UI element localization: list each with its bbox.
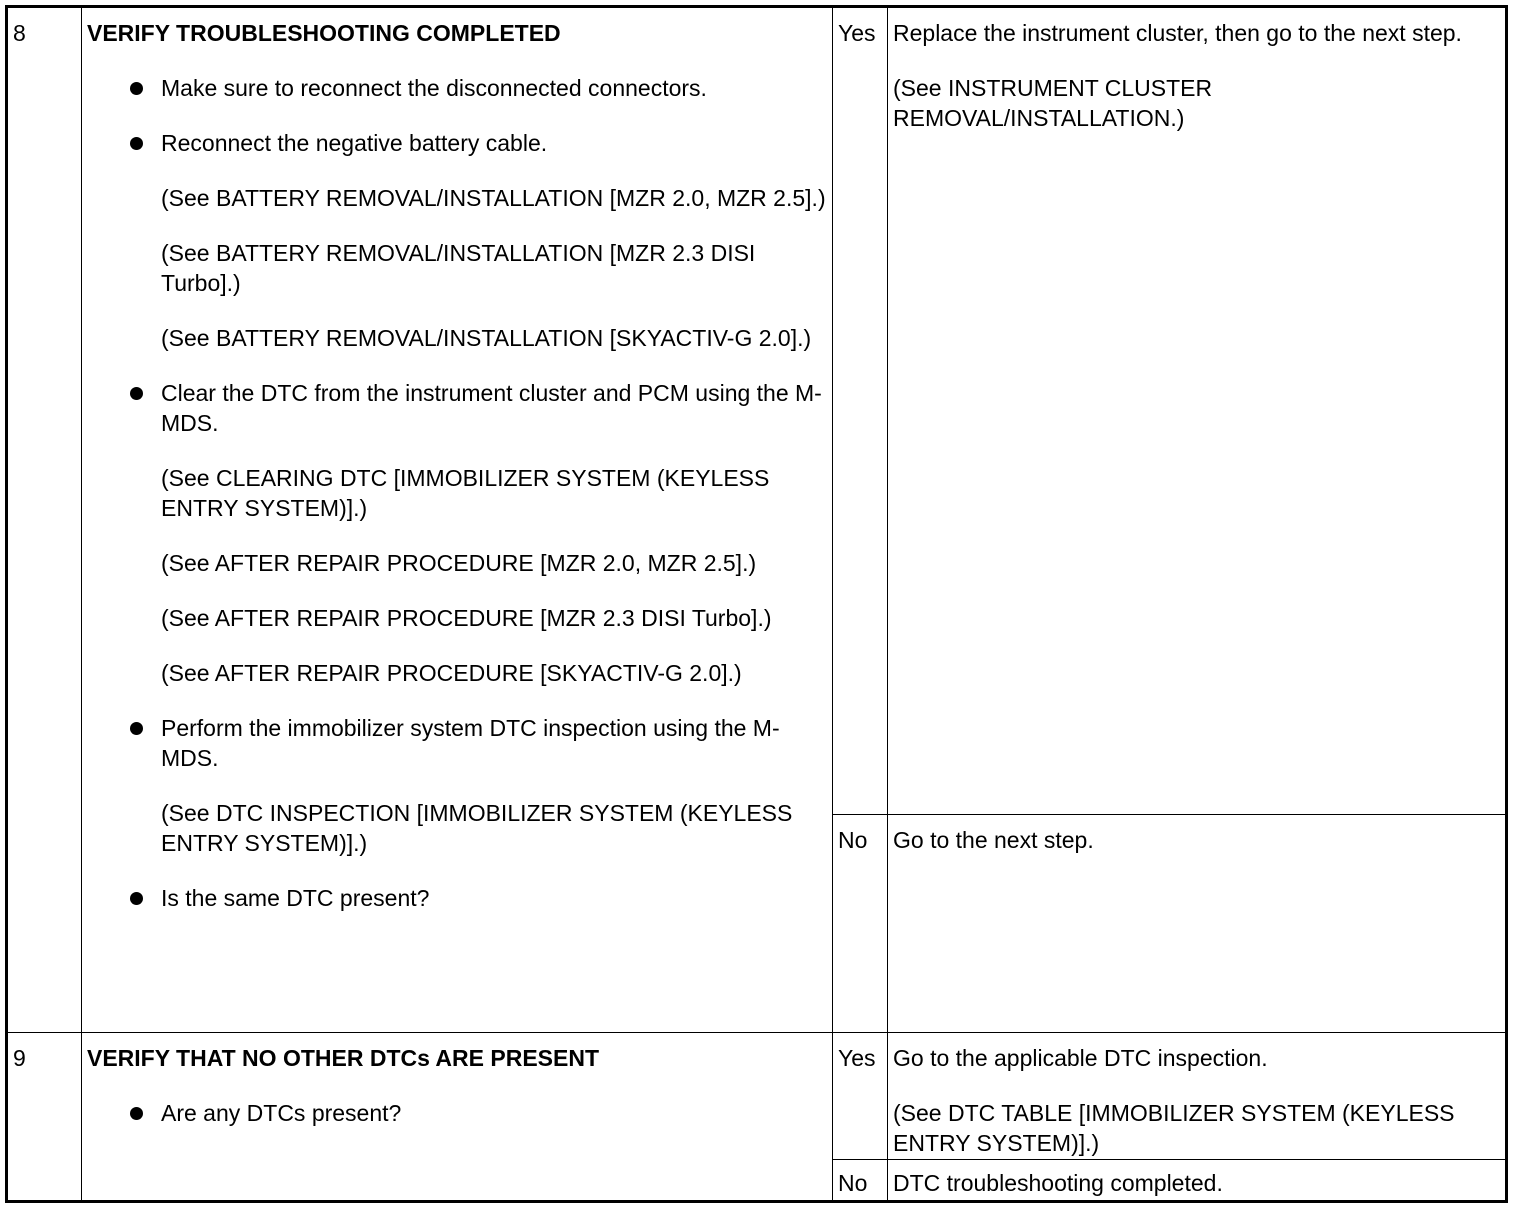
step-title: VERIFY TROUBLESHOOTING COMPLETED: [87, 20, 561, 46]
troubleshooting-table: [5, 5, 1508, 1203]
reference-link[interactable]: (See INSTRUMENT CLUSTER REMOVAL/INSTALLATION.): [893, 75, 1213, 131]
step-8-row-yes: [7, 7, 1507, 815]
list-item: [87, 128, 828, 158]
bullet-icon: [130, 82, 143, 95]
step-8-action-cell: [82, 7, 833, 1033]
result-answer: Yes: [833, 1033, 888, 1160]
reference-link[interactable]: (See AFTER REPAIR PROCEDURE [SKYACTIV-G 2.0].): [161, 660, 742, 686]
result-action-text: DTC troubleshooting completed.: [893, 1170, 1223, 1196]
result-action-text: Replace the instrument cluster, then go to the next step.: [893, 20, 1462, 46]
question-text: Is the same DTC present?: [161, 885, 430, 911]
bullet-icon: [130, 137, 143, 150]
bullet-icon: [130, 387, 143, 400]
reference-link[interactable]: (See BATTERY REMOVAL/INSTALLATION [SKYACTIV-G 2.0].): [161, 325, 812, 351]
result-action-cell: [888, 1160, 1507, 1202]
reference-link[interactable]: (See BATTERY REMOVAL/INSTALLATION [MZR 2.3 DISI Turbo].): [161, 240, 756, 296]
step-title: VERIFY THAT NO OTHER DTCs ARE PRESENT: [87, 1045, 600, 1071]
instruction-text: Reconnect the negative battery cable.: [161, 130, 548, 156]
reference-link[interactable]: (See DTC TABLE [IMMOBILIZER SYSTEM (KEYLESS ENTRY SYSTEM)].): [893, 1100, 1455, 1156]
reference-link[interactable]: (See CLEARING DTC [IMMOBILIZER SYSTEM (KEYLESS ENTRY SYSTEM)].): [161, 465, 770, 521]
result-action-cell: [888, 1033, 1507, 1160]
result-answer: No: [833, 815, 888, 1033]
bullet-icon: [130, 722, 143, 735]
reference-link[interactable]: (See AFTER REPAIR PROCEDURE [MZR 2.3 DISI Turbo].): [161, 605, 772, 631]
instruction-text: Perform the immobilizer system DTC inspection using the M-MDS.: [161, 715, 780, 771]
step-number: 8: [7, 7, 82, 1033]
instruction-text: Make sure to reconnect the disconnected connectors.: [161, 75, 707, 101]
step-number: 9: [7, 1033, 82, 1202]
step-9-action-cell: [82, 1033, 833, 1202]
result-action-cell: [888, 815, 1507, 1033]
reference-link[interactable]: (See BATTERY REMOVAL/INSTALLATION [MZR 2.0, MZR 2.5].): [161, 185, 826, 211]
list-item: [87, 883, 828, 913]
question-text: Are any DTCs present?: [161, 1100, 402, 1126]
instruction-text: Clear the DTC from the instrument cluster and PCM using the M-MDS.: [161, 380, 822, 436]
bullet-icon: [130, 892, 143, 905]
list-item: [87, 378, 828, 438]
reference-link[interactable]: (See AFTER REPAIR PROCEDURE [MZR 2.0, MZR 2.5].): [161, 550, 757, 576]
result-action-text: Go to the next step.: [893, 827, 1094, 853]
list-item: [87, 73, 828, 103]
result-action-cell: [888, 7, 1507, 815]
result-action-text: Go to the applicable DTC inspection.: [893, 1045, 1268, 1071]
result-answer: Yes: [833, 7, 888, 815]
reference-link[interactable]: (See DTC INSPECTION [IMMOBILIZER SYSTEM (KEYLESS ENTRY SYSTEM)].): [161, 800, 793, 856]
list-item: [87, 1098, 828, 1128]
bullet-icon: [130, 1107, 143, 1120]
list-item: [87, 713, 828, 773]
step-9-row-yes: [7, 1033, 1507, 1160]
result-answer: No: [833, 1160, 888, 1202]
